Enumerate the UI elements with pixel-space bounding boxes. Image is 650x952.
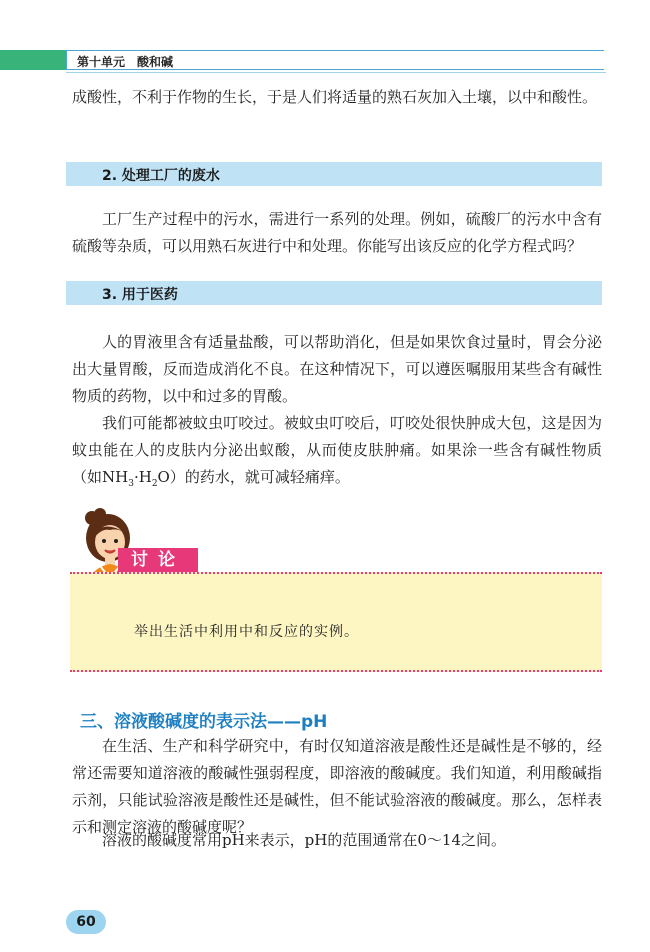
section-title-wastewater: 2. 处理工厂的废水 — [102, 168, 220, 184]
section-bar-wastewater — [66, 162, 602, 186]
page-number: 60 — [66, 910, 106, 934]
paragraph-ph-range: 溶液的酸碱度常用pH来表示，pH的范围通常在0～14之间。 — [102, 831, 506, 849]
running-header — [66, 50, 604, 70]
section-title-medicine: 3. 用于医药 — [102, 287, 178, 303]
chapter-topic: 酸和碱 — [137, 55, 174, 69]
chapter-label: 第十单元 — [77, 55, 126, 69]
heading-ph: 三、溶液酸碱度的表示法——pH — [80, 712, 328, 732]
paragraph-acidity: 在生活、生产和科学研究中，有时仅知道溶液是酸性还是碱性是不够的，经常还需要知道溶液的酸碱性强弱程度，即溶液的酸碱度。我们知道，利用酸碱指示剂，只能试验溶液是酸性还是碱性，但不能试验溶液的酸碱度。那么，怎样表示和测定溶液的酸碱度呢？ — [72, 737, 602, 836]
paragraph-stomach-acid: 人的胃液里含有适量盐酸，可以帮助消化，但是如果饮食过量时，胃会分泌出大量胃酸，反而造成消化不良。在这种情况下，可以遵医嘱服用某些含有碱性物质的药物，以中和过多的胃酸。 — [72, 333, 602, 405]
discussion-label: 讨论 — [118, 548, 198, 572]
header-rule — [66, 72, 606, 73]
discussion-prompt: 举出生活中利用中和反应的实例。 — [134, 624, 359, 640]
paragraph-insect-bite: 我们可能都被蚊虫叮咬过。被蚊虫叮咬后，叮咬处很快肿成大包，这是因为蚊虫能在人的皮肤内分泌出蚁酸，从而使皮肤肿痛。如果涂一些含有碱性物质（如$NH_3\cdot H_2O$）的药水，就可减轻痛痒。 — [72, 414, 602, 489]
header-accent-block — [0, 50, 66, 70]
paragraph-wastewater: 工厂生产过程中的污水，需进行一系列的处理。例如，硫酸厂的污水中含有硫酸等杂质，可以用熟石灰进行中和处理。你能写出该反应的化学方程式吗？ — [72, 210, 602, 255]
paragraph-soil: 成酸性，不利于作物的生长，于是人们将适量的熟石灰加入土壤，以中和酸性。 — [72, 88, 598, 106]
section-bar-medicine — [66, 281, 602, 305]
